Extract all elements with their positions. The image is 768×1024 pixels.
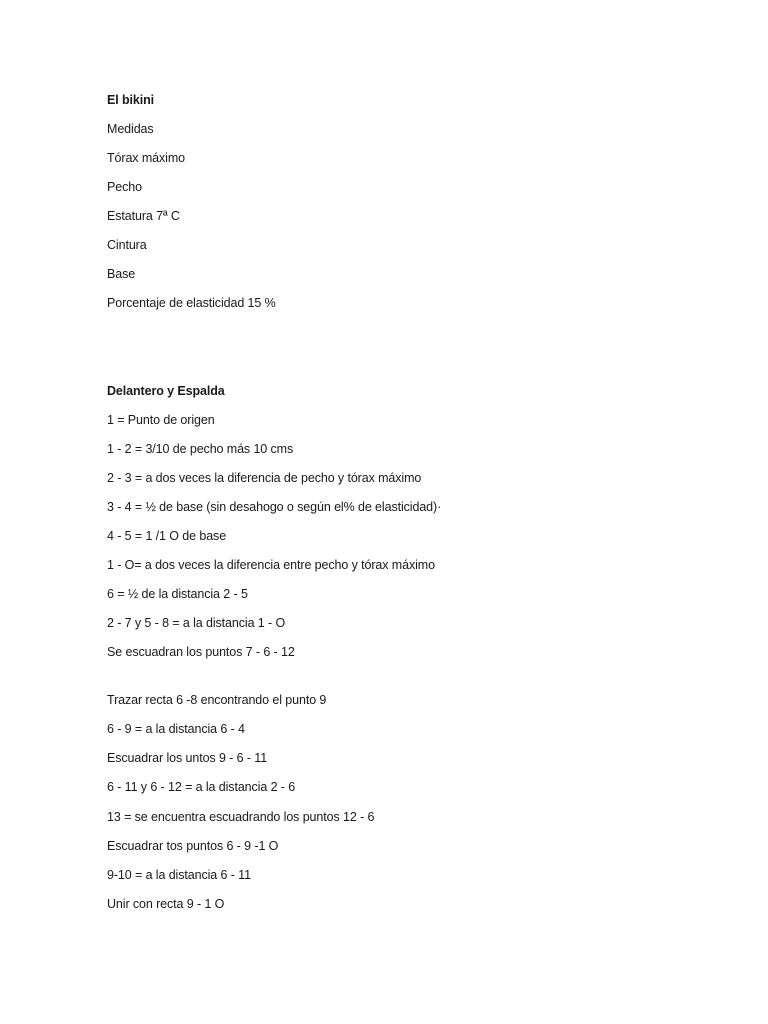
text-line: Escuadrar tos puntos 6 - 9 -1 O — [107, 839, 279, 853]
text-line: Estatura 7ª C — [107, 209, 180, 223]
text-line: Base — [107, 267, 136, 281]
text-line: Medidas — [107, 122, 154, 136]
section-title-bikini: El bikini — [107, 93, 155, 107]
text-line: 2 - 3 = a dos veces la diferencia de pecho y tórax máximo — [107, 471, 422, 485]
text-line: 6 - 11 y 6 - 12 = a la distancia 2 - 6 — [107, 780, 296, 794]
text-line: 3 - 4 = ½ de base (sin desahogo o según el% de elasticidad)· — [107, 500, 442, 514]
text-line: Tórax máximo — [107, 151, 185, 165]
text-line: 1 = Punto de origen — [107, 413, 215, 427]
section-title-delantero: Delantero y Espalda — [107, 384, 225, 398]
text-line: Cintura — [107, 238, 147, 252]
text-line: 4 - 5 = 1 /1 O de base — [107, 529, 227, 543]
text-line: Se escuadran los puntos 7 - 6 - 12 — [107, 645, 295, 659]
text-line: Porcentaje de elasticidad 15 % — [107, 296, 276, 310]
text-line: Trazar recta 6 -8 encontrando el punto 9 — [107, 693, 327, 707]
text-line: Pecho — [107, 180, 142, 194]
text-line: 9-10 = a la distancia 6 - 11 — [107, 868, 251, 882]
text-line: 2 - 7 y 5 - 8 = a la distancia 1 - O — [107, 616, 286, 630]
text-line: 6 = ½ de la distancia 2 - 5 — [107, 587, 248, 601]
text-line: 1 - 2 = 3/10 de pecho más 10 cms — [107, 442, 294, 456]
text-line: Unir con recta 9 - 1 O — [107, 897, 225, 911]
text-line: Escuadrar los untos 9 - 6 - 11 — [107, 751, 268, 765]
text-line: 1 - O= a dos veces la diferencia entre pecho y tórax máximo — [107, 558, 435, 572]
text-line: 13 = se encuentra escuadrando los puntos 12 - 6 — [107, 810, 375, 824]
text-line: 6 - 9 = a la distancia 6 - 4 — [107, 722, 245, 736]
